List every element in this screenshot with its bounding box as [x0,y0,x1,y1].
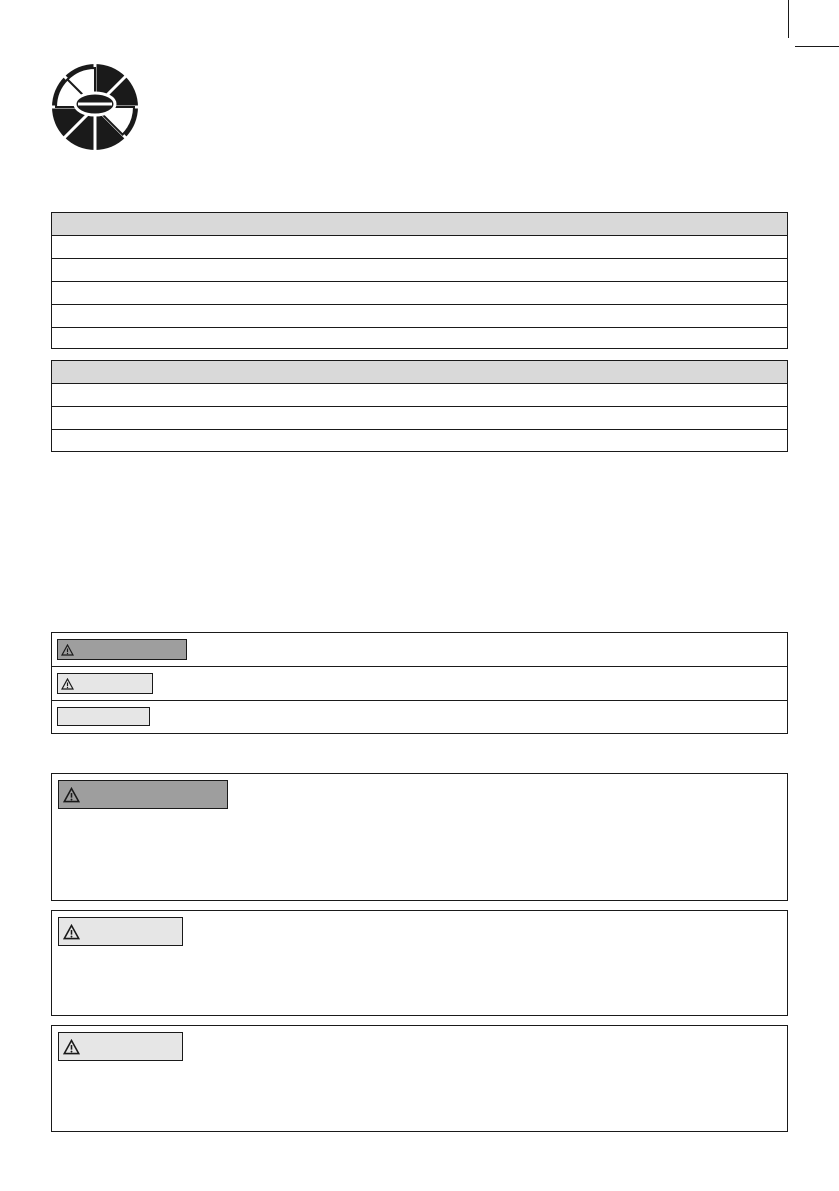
spec-table-secondary [51,360,788,452]
table-row [52,429,787,452]
table-header-row [52,361,787,383]
warning-triangle-icon [63,1039,80,1055]
table-row [52,281,787,304]
caution-badge [58,1032,183,1061]
table-row [52,304,787,327]
legend-row-notice [52,700,787,734]
warning-badge [58,917,183,946]
warning-triangle-icon [63,924,80,940]
notice-box-warning [51,910,788,1016]
warning-triangle-icon [61,644,74,656]
table-row [52,383,787,406]
table-row [52,235,787,258]
warning-triangle-icon [61,678,74,690]
table-row [52,327,787,350]
spec-table-primary [51,212,788,349]
legend-row-warning [52,666,787,700]
crop-mark-horizontal [795,46,839,47]
table-header-row [52,213,787,235]
warning-triangle-icon [63,787,80,803]
danger-badge [58,780,228,809]
crop-mark-vertical [788,0,789,38]
signal-word-legend [51,632,788,734]
table-row [52,258,787,281]
legend-row-danger [52,633,787,666]
warning-badge [57,673,153,694]
notice-box-caution [51,1025,788,1132]
notice-box-danger [51,773,788,901]
segmented-disc-logo-icon [50,62,140,152]
table-row [52,406,787,429]
danger-badge [57,639,187,660]
notice-badge [57,707,150,726]
